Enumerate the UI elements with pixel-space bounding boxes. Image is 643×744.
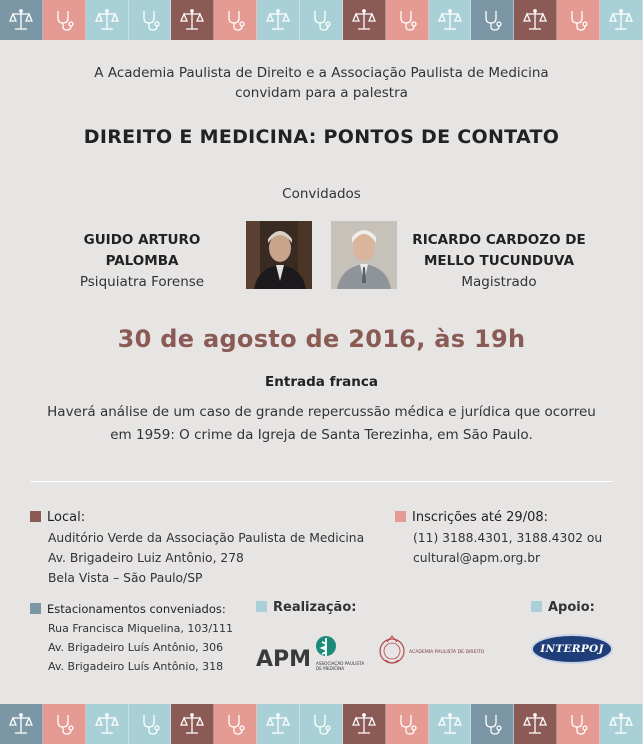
intro-line-1: A Academia Paulista de Direito e a Associação Paulista de Medicina (94, 65, 549, 81)
top-pattern-border (0, 0, 643, 40)
bottom-tile-scale-icon (0, 704, 43, 744)
inscricoes-email[interactable]: cultural@apm.org.br (413, 551, 541, 565)
top-tile-stethoscope-icon (386, 0, 429, 40)
apoio-label: Apoio: (548, 600, 595, 615)
top-tile-scale-icon (257, 0, 300, 40)
intro-line-2: convidam para a palestra (235, 85, 408, 101)
top-tile-stethoscope-icon (471, 0, 514, 40)
apoio-bullet-icon (531, 601, 542, 612)
bottom-tile-scale-icon (257, 704, 300, 744)
local-bullet-icon (30, 511, 41, 522)
bottom-tile-stethoscope-icon (386, 704, 429, 744)
top-tile-scale-icon (514, 0, 557, 40)
top-tile-scale-icon (600, 0, 643, 40)
parking-line-1: Rua Francisca Miquelina, 103/111 (48, 622, 234, 635)
speaker-1-name-line-2: PALOMBA (105, 253, 179, 269)
parking-line-2: Av. Brigadeiro Luís Antônio, 306 (48, 641, 224, 654)
apd-logo-text: ACADEMIA PAULISTA DE DIREITO (409, 650, 485, 655)
bottom-tile-stethoscope-icon (129, 704, 172, 744)
local-header: Local: (47, 510, 86, 525)
top-tile-scale-icon (86, 0, 129, 40)
speaker-2-role: Magistrado (461, 274, 537, 290)
event-date: 30 de agosto de 2016, às 19h (117, 325, 526, 353)
top-tile-stethoscope-icon (557, 0, 600, 40)
bottom-tile-scale-icon (429, 704, 472, 744)
realizacao-header (256, 600, 356, 615)
apm-logo-text: APM (256, 647, 312, 672)
parking-section (30, 600, 250, 676)
speaker-2 (404, 230, 594, 293)
parking-line-3: Av. Brigadeiro Luís Antônio, 318 (48, 660, 224, 673)
bottom-tile-scale-icon (171, 704, 214, 744)
speaker-1-name-line-1: GUIDO ARTURO (83, 232, 201, 248)
bottom-tile-stethoscope-icon (471, 704, 514, 744)
description-line-2: em 1959: O crime da Igreja de Santa Terezinha, em São Paulo. (110, 427, 533, 443)
bottom-tile-stethoscope-icon (557, 704, 600, 744)
local-line-2: Av. Brigadeiro Luiz Antônio, 278 (48, 551, 244, 565)
bottom-tile-scale-icon (600, 704, 643, 744)
speaker-1-role: Psiquiatra Forense (79, 274, 205, 290)
bottom-tile-scale-icon (86, 704, 129, 744)
bottom-tile-scale-icon (343, 704, 386, 744)
inscricoes-phone: (11) 3188.4301, 3188.4302 ou (413, 531, 603, 545)
bottom-tile-scale-icon (514, 704, 557, 744)
realizacao-label: Realização: (273, 600, 357, 615)
apm-logo-subtitle-1: ASSOCIAÇÃO PAULISTA (316, 661, 365, 666)
parking-header: Estacionamentos conveniados: (47, 602, 226, 616)
interpoj-logo: INTERPOJ (531, 634, 613, 664)
apoio-header (531, 600, 595, 615)
speaker-1-photo (246, 221, 312, 289)
local-line-3: Bela Vista – São Paulo/SP (48, 571, 203, 585)
apm-logo-subtitle-2: DE MEDICINA (316, 666, 345, 671)
top-tile-scale-icon (429, 0, 472, 40)
inscricoes-bullet-icon (395, 511, 406, 522)
guests-label: Convidados (282, 186, 361, 202)
bottom-tile-stethoscope-icon (300, 704, 343, 744)
local-section (30, 508, 370, 588)
speaker-1 (60, 230, 224, 293)
divider (30, 481, 613, 482)
realizacao-bullet-icon (256, 601, 267, 612)
top-tile-scale-icon (0, 0, 43, 40)
bottom-tile-stethoscope-icon (43, 704, 86, 744)
top-tile-scale-icon (343, 0, 386, 40)
apm-logo (256, 632, 366, 672)
bottom-pattern-border (0, 704, 643, 744)
speaker-2-photo (331, 221, 397, 289)
top-tile-scale-icon (171, 0, 214, 40)
speaker-2-name-line-1: RICARDO CARDOZO DE (412, 232, 586, 248)
top-tile-stethoscope-icon (214, 0, 257, 40)
description-line-1: Haverá análise de um caso de grande repercussão médica e jurídica que ocorreu (47, 404, 596, 420)
local-line-1: Auditório Verde da Associação Paulista de Medicina (48, 531, 365, 545)
top-tile-stethoscope-icon (43, 0, 86, 40)
bottom-tile-stethoscope-icon (214, 704, 257, 744)
entry-info: Entrada franca (265, 374, 378, 390)
top-tile-stethoscope-icon (129, 0, 172, 40)
inscricoes-section (395, 508, 615, 568)
speaker-2-name-line-2: MELLO TUCUNDUVA (423, 253, 575, 269)
top-tile-stethoscope-icon (300, 0, 343, 40)
academia-paulista-direito-logo (378, 630, 508, 672)
parking-bullet-icon (30, 603, 41, 614)
inscricoes-header: Inscrições até 29/08: (412, 510, 548, 525)
event-description (40, 401, 603, 447)
intro-text (0, 63, 643, 103)
event-title: DIREITO E MEDICINA: PONTOS DE CONTATO (83, 126, 560, 148)
